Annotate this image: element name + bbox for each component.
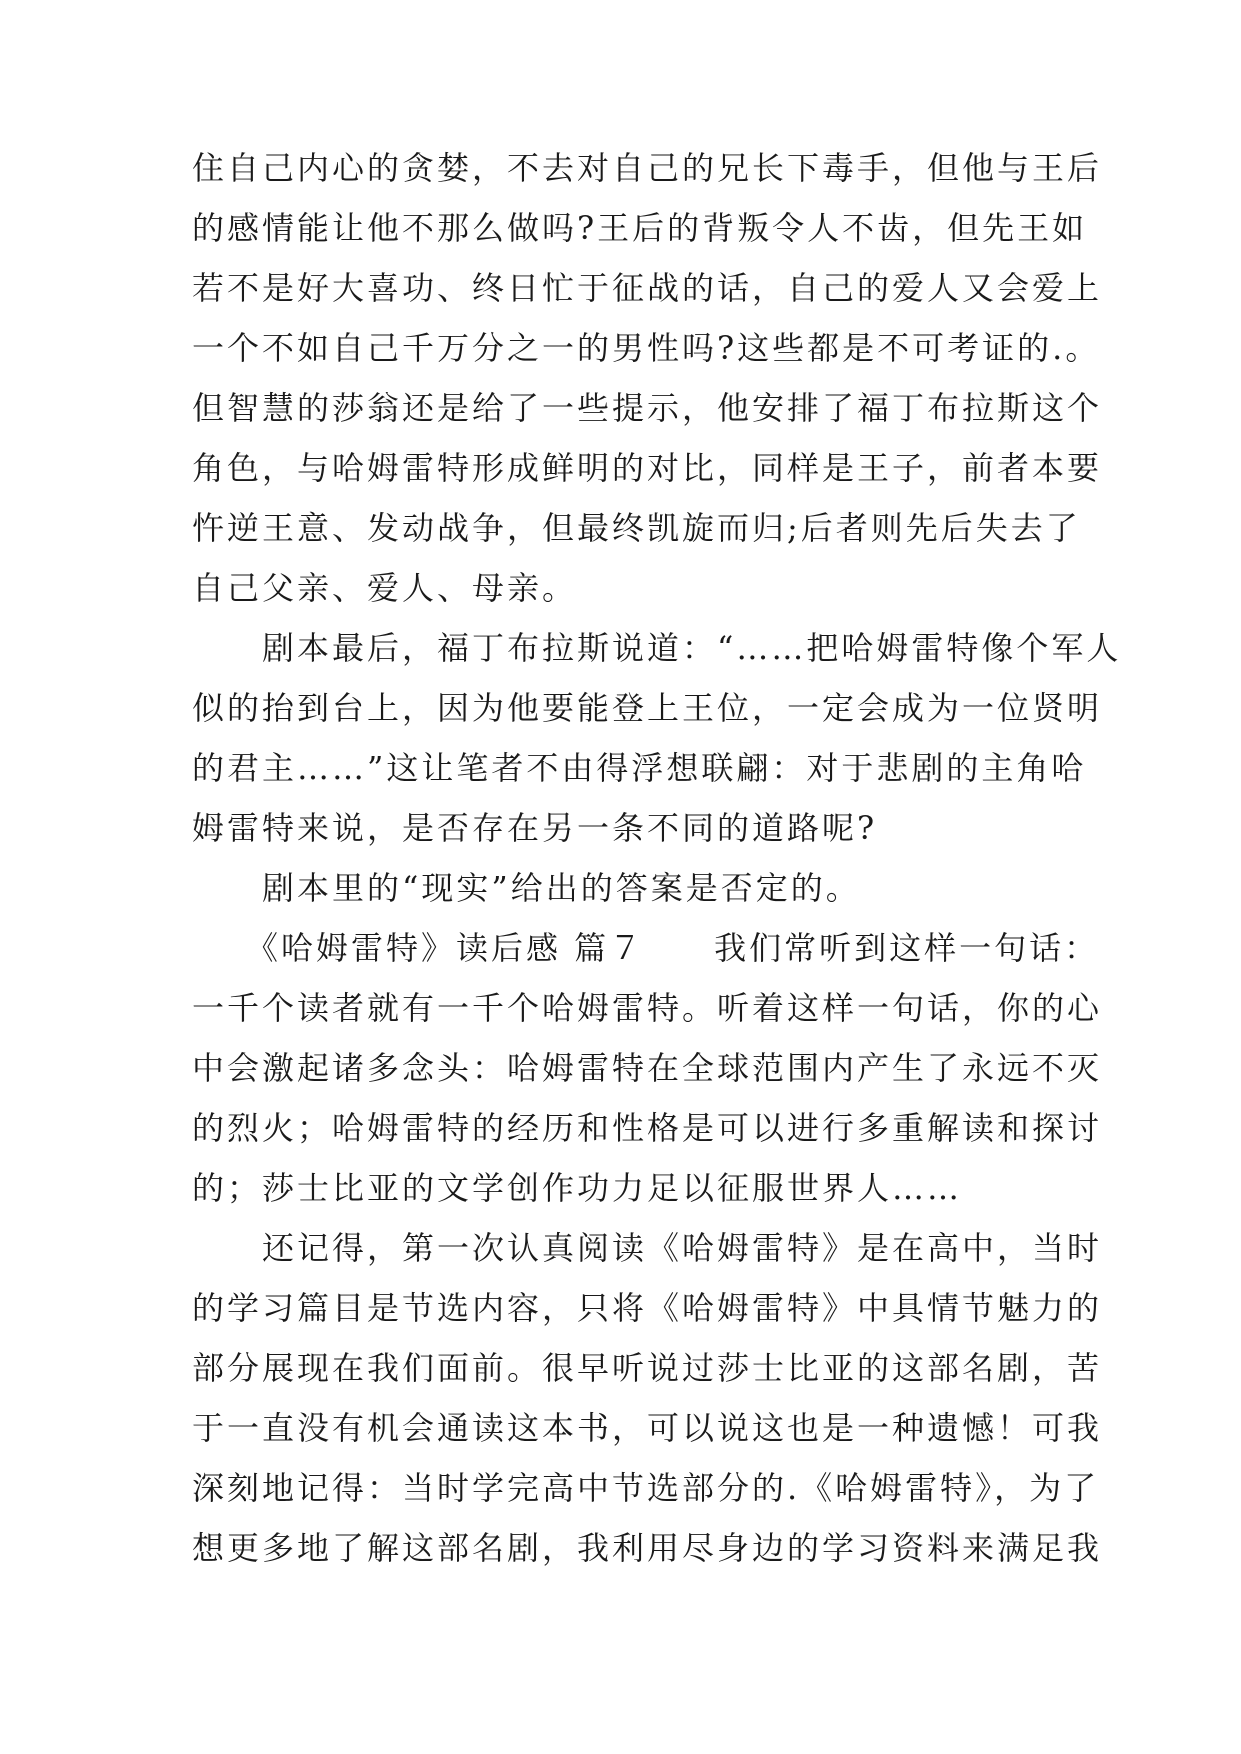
text-line: 的学习篇目是节选内容，只将《哈姆雷特》中具情节魅力的	[192, 1289, 1103, 1327]
text-line: 若不是好大喜功、终日忙于征战的话，自己的爱人又会爱上	[192, 269, 1103, 307]
text-line: 部分展现在我们面前。很早听说过莎士比亚的这部名剧，苦	[192, 1349, 1103, 1387]
text-line: 剧本里的“现实”给出的答案是否定的。	[192, 869, 861, 907]
text-line: 中会激起诸多念头：哈姆雷特在全球范围内产生了永远不灭	[192, 1049, 1103, 1087]
text-line: 一个不如自己千万分之一的男性吗?这些都是不可考证的.。	[192, 329, 1101, 367]
text-line: 《哈姆雷特》读后感 篇７ 我们常听到这样一句话：	[192, 929, 1100, 967]
text-line: 还记得，第一次认真阅读《哈姆雷特》是在高中，当时	[192, 1229, 1103, 1267]
text-line: 角色，与哈姆雷特形成鲜明的对比，同样是王子，前者本要	[192, 449, 1103, 487]
text-line: 自己父亲、爱人、母亲。	[192, 569, 578, 607]
text-line: 想更多地了解这部名剧，我利用尽身边的学习资料来满足我	[192, 1529, 1103, 1567]
text-line: 的；莎士比亚的文学创作功力足以征服世界人……	[192, 1169, 963, 1207]
text-line: 深刻地记得：当时学完高中节选部分的.《哈姆雷特》，为了	[192, 1469, 1100, 1507]
text-line: 一千个读者就有一千个哈姆雷特。听着这样一句话，你的心	[192, 989, 1103, 1027]
text-line: 的感情能让他不那么做吗?王后的背叛令人不齿，但先王如	[192, 209, 1088, 247]
text-line: 但智慧的莎翁还是给了一些提示，他安排了福丁布拉斯这个	[192, 389, 1103, 427]
text-line: 似的抬到台上，因为他要能登上王位，一定会成为一位贤明	[192, 689, 1103, 727]
text-line: 姆雷特来说，是否存在另一条不同的道路呢?	[192, 809, 878, 847]
text-line: 的烈火；哈姆雷特的经历和性格是可以进行多重解读和探讨	[192, 1109, 1103, 1147]
text-line: 忤逆王意、发动战争，但最终凯旋而归;后者则先后失去了	[192, 509, 1081, 547]
text-line: 住自己内心的贪婪，不去对自己的兄长下毒手，但他与王后	[192, 149, 1103, 187]
text-line: 的君主……”这让笔者不由得浮想联翩：对于悲剧的主角哈	[192, 749, 1087, 787]
text-line: 于一直没有机会通读这本书，可以说这也是一种遗憾！可我	[192, 1409, 1103, 1447]
text-line: 剧本最后，福丁布拉斯说道：“……把哈姆雷特像个军人	[192, 629, 1122, 667]
